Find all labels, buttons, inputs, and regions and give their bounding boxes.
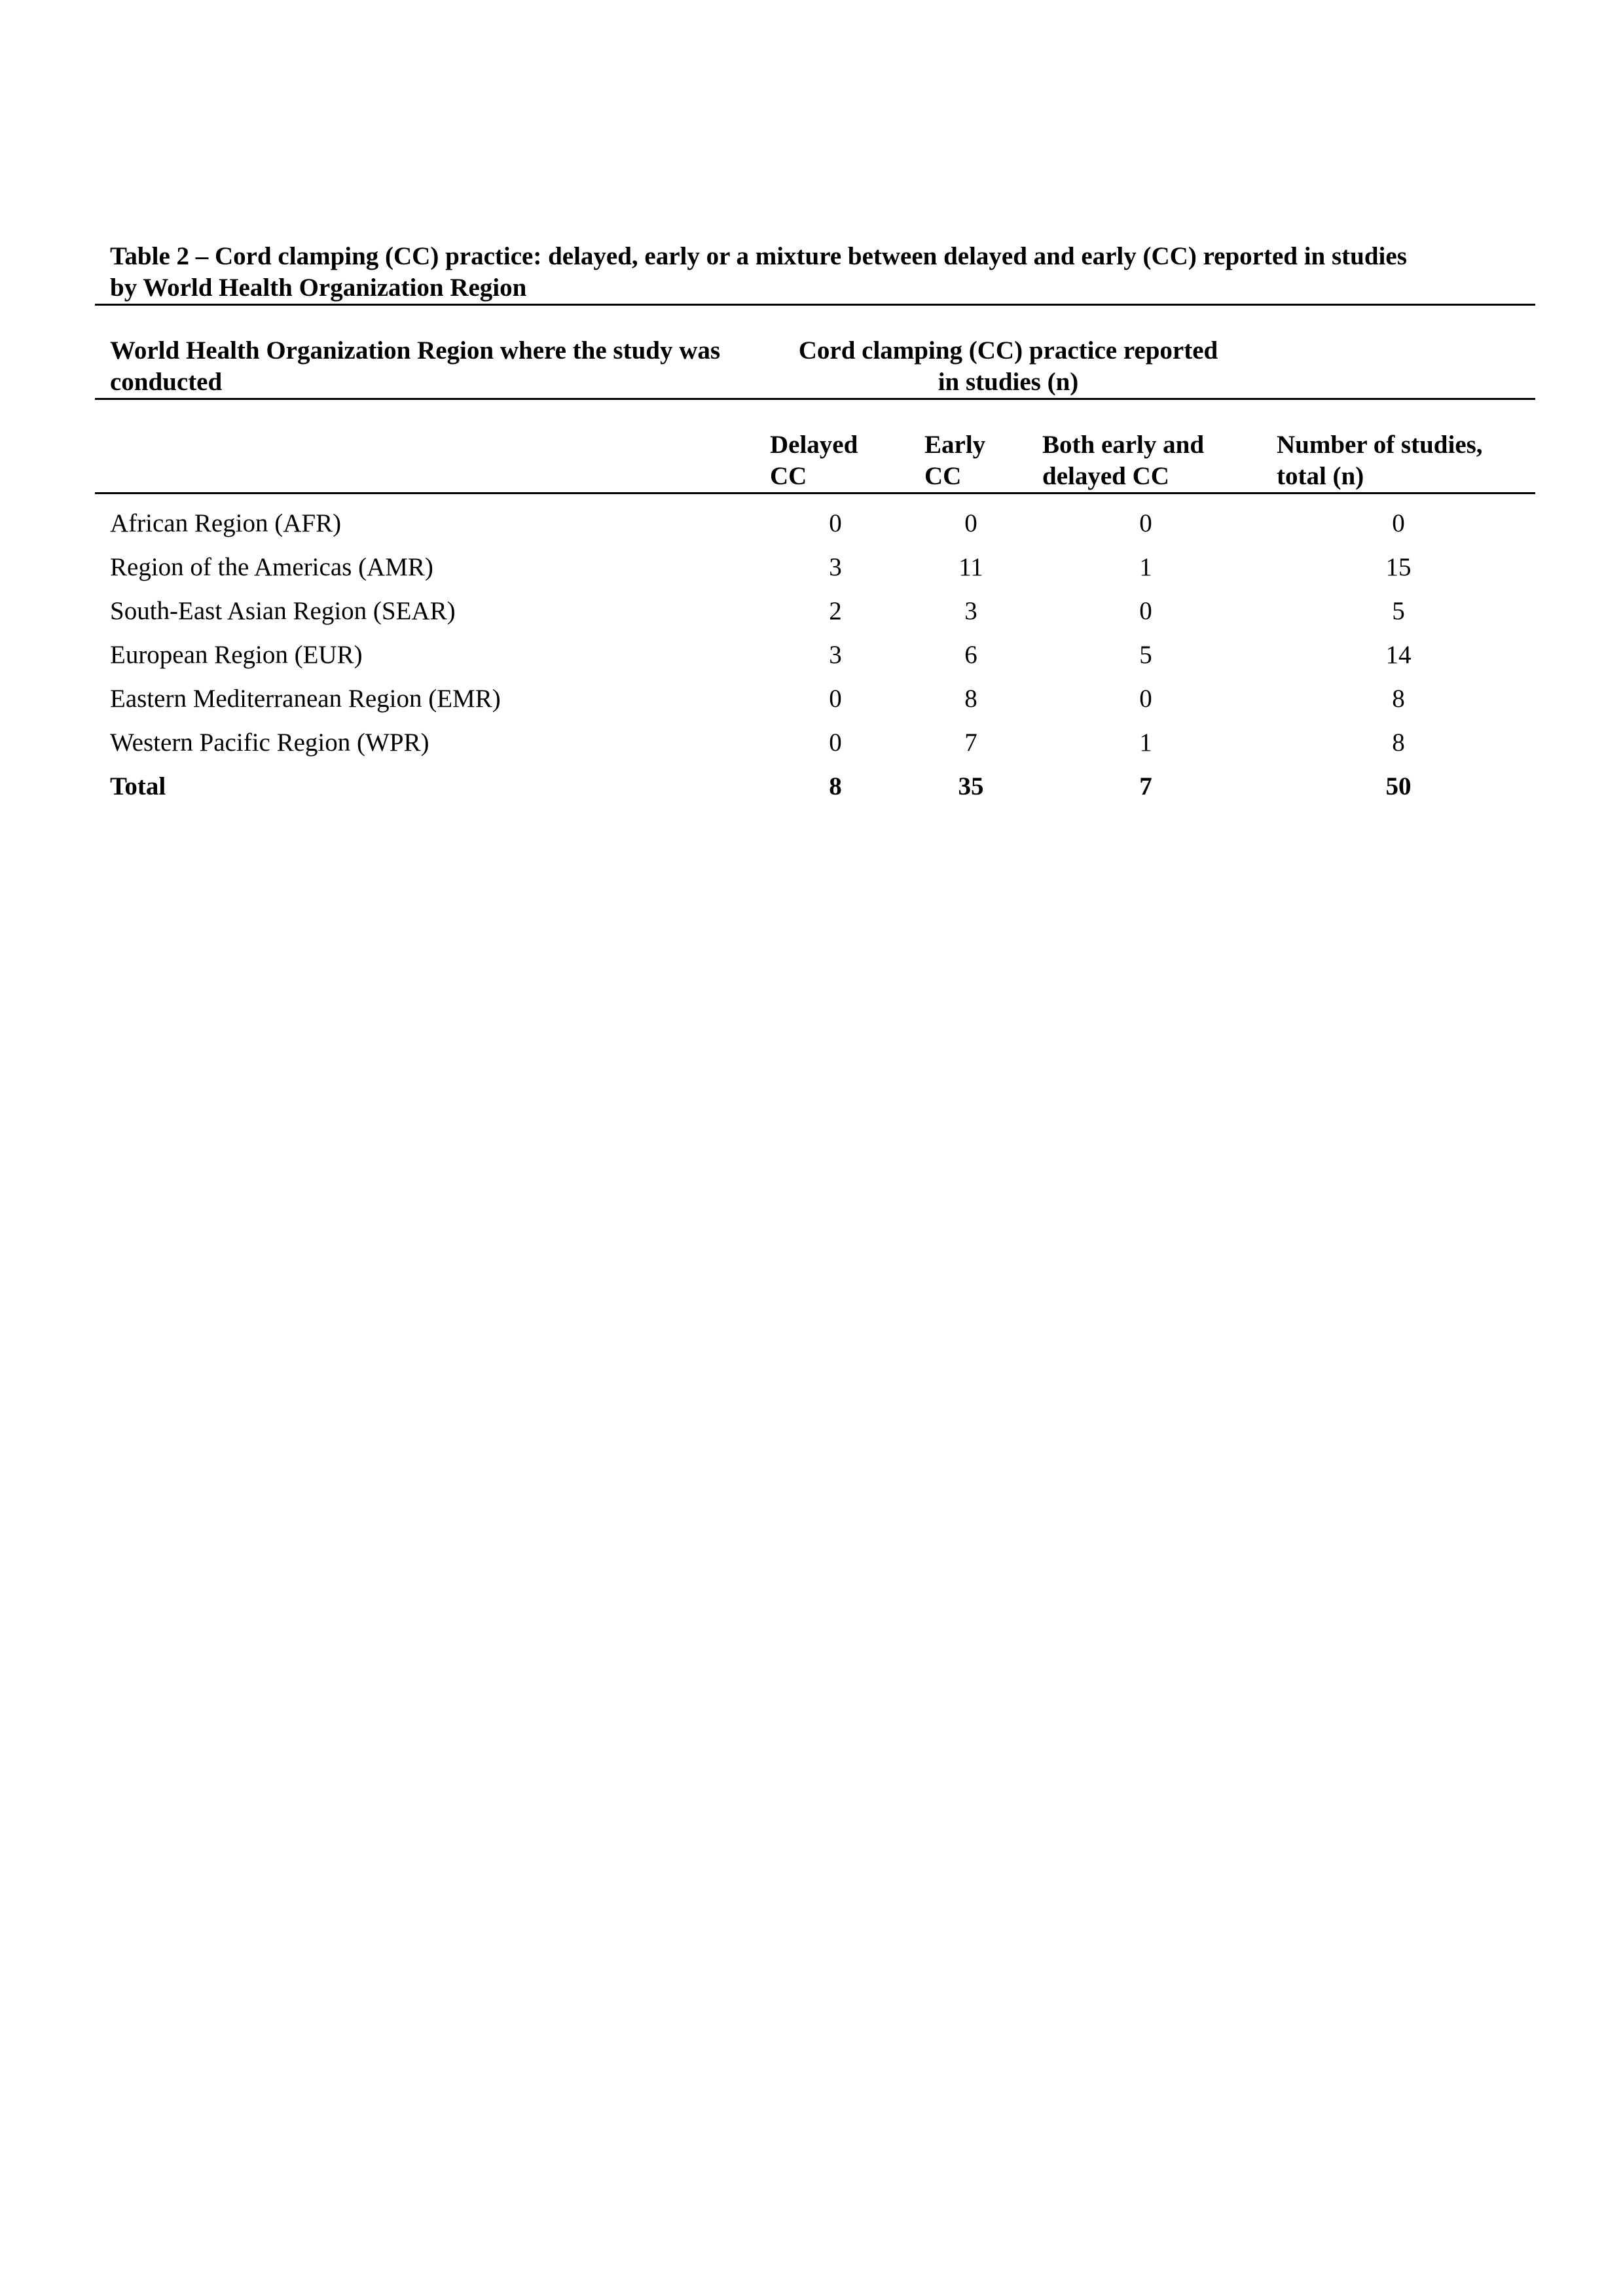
row-both: 5 bbox=[1139, 641, 1152, 669]
row-early: 7 bbox=[964, 728, 977, 757]
column-header-total-line-1: Number of studies, bbox=[1277, 431, 1483, 459]
practice-group-header bbox=[746, 335, 1270, 398]
row-delayed: 3 bbox=[829, 553, 842, 581]
table-caption-line-2: by World Health Organization Region bbox=[110, 274, 527, 302]
rule-header bbox=[95, 398, 1535, 400]
region-column-header: World Health Organization Region where the study was conducted bbox=[110, 336, 721, 396]
row-total: 5 bbox=[1392, 597, 1405, 625]
row-both: 0 bbox=[1139, 509, 1152, 537]
row-early: 11 bbox=[958, 553, 983, 581]
column-header-both bbox=[1042, 429, 1204, 492]
row-region: European Region (EUR) bbox=[110, 641, 363, 669]
column-header-both-line-2: delayed CC bbox=[1042, 462, 1169, 490]
row-delayed: 3 bbox=[829, 641, 842, 669]
row-region: Region of the Americas (AMR) bbox=[110, 553, 433, 581]
table-caption-line-1: Table 2 – Cord clamping (CC) practice: delayed, early or a mixture between delayed and early (CC) reported in studies bbox=[110, 242, 1407, 270]
column-header-delayed-line-2: CC bbox=[770, 462, 807, 490]
row-early: 3 bbox=[964, 597, 977, 625]
table-row bbox=[0, 589, 1623, 633]
row-early: 0 bbox=[964, 509, 977, 537]
practice-group-header-line-2: in studies (n) bbox=[938, 368, 1079, 396]
column-header-early-line-1: Early bbox=[924, 431, 986, 459]
total-row-total: 50 bbox=[1385, 772, 1412, 800]
row-region: Eastern Mediterranean Region (EMR) bbox=[110, 685, 501, 713]
table-row bbox=[0, 501, 1623, 545]
total-row-early: 35 bbox=[958, 772, 984, 800]
column-header-delayed bbox=[770, 429, 858, 492]
rule-columns bbox=[95, 492, 1535, 494]
total-row-both: 7 bbox=[1139, 772, 1152, 800]
row-both: 0 bbox=[1139, 597, 1152, 625]
row-delayed: 0 bbox=[829, 509, 842, 537]
practice-group-header-line-1: Cord clamping (CC) practice reported bbox=[798, 336, 1218, 365]
table-row bbox=[0, 677, 1623, 721]
row-early: 6 bbox=[964, 641, 977, 669]
row-total: 15 bbox=[1385, 553, 1412, 581]
row-delayed: 0 bbox=[829, 728, 842, 757]
column-header-total bbox=[1277, 429, 1483, 492]
total-row-label: Total bbox=[110, 772, 166, 800]
row-both: 1 bbox=[1139, 728, 1152, 757]
row-total: 0 bbox=[1392, 509, 1405, 537]
row-both: 1 bbox=[1139, 553, 1152, 581]
table-row bbox=[0, 633, 1623, 677]
row-delayed: 2 bbox=[829, 597, 842, 625]
row-total: 8 bbox=[1392, 728, 1405, 757]
column-header-early-line-2: CC bbox=[924, 462, 962, 490]
table-row bbox=[0, 545, 1623, 589]
row-total: 14 bbox=[1385, 641, 1412, 669]
row-early: 8 bbox=[964, 685, 977, 713]
rule-top bbox=[95, 304, 1535, 306]
table-total-row bbox=[0, 764, 1623, 808]
row-both: 0 bbox=[1139, 685, 1152, 713]
row-delayed: 0 bbox=[829, 685, 842, 713]
column-header-total-line-2: total (n) bbox=[1277, 462, 1364, 490]
row-total: 8 bbox=[1392, 685, 1405, 713]
table-row bbox=[0, 721, 1623, 764]
table-caption bbox=[110, 241, 1518, 304]
column-header-delayed-line-1: Delayed bbox=[770, 431, 858, 459]
row-region: South-East Asian Region (SEAR) bbox=[110, 597, 456, 625]
total-row-delayed: 8 bbox=[829, 772, 842, 800]
column-header-both-line-1: Both early and bbox=[1042, 431, 1205, 459]
column-header-early bbox=[924, 429, 985, 492]
row-region: Western Pacific Region (WPR) bbox=[110, 728, 429, 757]
row-region: African Region (AFR) bbox=[110, 509, 342, 537]
